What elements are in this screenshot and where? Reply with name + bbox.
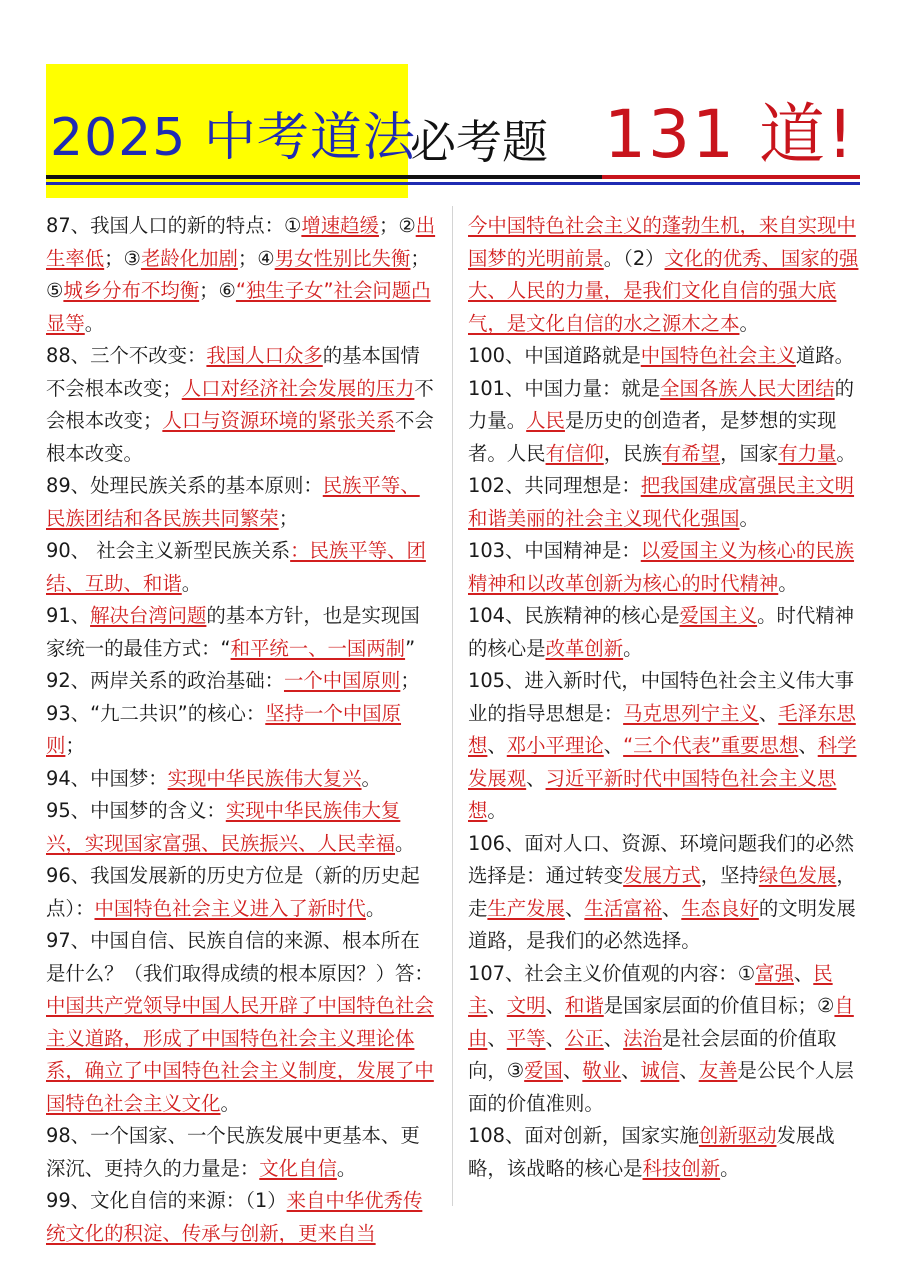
title-year-subject: 2025 中考道法 <box>50 108 416 168</box>
answer-highlight: 法治 <box>623 1026 662 1050</box>
question-text: ，坚持 <box>700 864 759 887</box>
answer-highlight: 把我国建成富强民主文明和谐美丽的社会主义现代化强国 <box>468 474 855 530</box>
answer-highlight: 文化自信 <box>259 1156 337 1180</box>
question-item <box>468 1120 864 1185</box>
answer-highlight: 文化的优秀、国家的强大、人民的力量，是我们文化自信的强大底气，是文化自信的水之源木之本 <box>468 246 859 335</box>
answer-highlight: 发展方式 <box>623 864 701 887</box>
answer-highlight: 科技创新 <box>642 1156 721 1180</box>
answer-highlight: 改革创新 <box>545 636 624 660</box>
question-item <box>468 535 864 600</box>
question-item <box>46 535 436 600</box>
left-column <box>46 210 436 1250</box>
question-text: ； <box>65 734 85 757</box>
answer-highlight: 自由 <box>468 994 854 1050</box>
question-item <box>468 600 864 665</box>
answer-highlight: 平等 <box>506 1026 546 1050</box>
question-text: 97、中国自信、民族自信的来源、根本所在是什么？（我们取得成绩的根本原因？）答： <box>46 929 434 985</box>
answer-highlight: 坚持一个中国原则 <box>46 701 402 757</box>
answer-highlight: 中国特色社会主义进入了新时代 <box>94 896 366 920</box>
question-text: 的文明发展道路，是我们的必然选择。 <box>468 896 856 952</box>
question-text: 96、我国发展新的历史方位是（新的历史起点）： <box>46 864 420 920</box>
question-text: 发展战略，该战略的核心是 <box>468 1124 835 1180</box>
question-text: ； <box>400 669 420 692</box>
question-text: 、 <box>603 734 624 757</box>
question-text: ；⑤ <box>46 246 430 302</box>
question-text: 的基本国情不会根本改变； <box>46 344 420 400</box>
question-text: ，民族 <box>603 441 662 465</box>
question-text: 道路。 <box>795 344 855 367</box>
answer-highlight: 民主 <box>468 961 833 1017</box>
answer-highlight: 人口对经济社会发展的压力 <box>181 376 415 400</box>
question-text: 的力量。 <box>468 376 855 432</box>
question-text: 、 <box>758 701 779 725</box>
question-text: ；② <box>378 214 416 237</box>
question-item <box>46 1120 436 1185</box>
answer-highlight: 诚信 <box>640 1059 680 1082</box>
question-text: 、 <box>487 1026 507 1050</box>
question-text: 、 <box>487 734 507 757</box>
answer-highlight: 科学发展观 <box>468 734 857 790</box>
answer-highlight: 人口与资源环境的紧张关系 <box>162 409 396 432</box>
question-text: 89、处理民族关系的基本原则： <box>46 474 323 497</box>
answer-highlight: 城乡分布不均衡 <box>63 279 200 302</box>
answer-highlight: 和平统一、一国两制 <box>230 636 406 660</box>
question-text: 107、社会主义价值观的内容：① <box>468 961 756 985</box>
question-text: 98、一个国家、一个民族发展中更基本、更深沉、更持久的力量是： <box>46 1124 420 1180</box>
question-text: 、 <box>603 1026 624 1050</box>
question-text: 106、面对人口、资源、环境问题我们的必然选择是：通过转变 <box>468 831 855 887</box>
title-must-test: 必考题 <box>410 115 548 169</box>
question-text: 。 <box>361 766 381 790</box>
answer-highlight: 男女性别比失衡 <box>274 246 411 270</box>
question-item <box>46 470 436 535</box>
question-text: 88、三个不改变： <box>46 344 207 367</box>
question-text: 、 <box>564 896 585 920</box>
answer-highlight: 文明 <box>506 994 546 1017</box>
answer-highlight: 今中国特色社会主义的蓬勃生机，来自实现中国梦的光明前景 <box>468 214 856 270</box>
answer-highlight: 解决台湾问题 <box>90 604 207 627</box>
question-text: 。 <box>336 1156 357 1180</box>
question-text: ，国家 <box>720 441 779 465</box>
question-text: ” <box>405 636 416 660</box>
question-text: 。 <box>836 441 856 465</box>
answer-highlight: 毛泽东思想 <box>468 701 856 757</box>
question-text: 100、中国道路就是 <box>468 344 641 367</box>
answer-highlight: 创新驱动 <box>698 1124 777 1147</box>
title-rule-blue <box>46 182 860 185</box>
question-text: 。 <box>395 831 415 855</box>
question-text: 94、中国梦： <box>46 766 168 790</box>
question-text: 不会根本改变。 <box>46 409 434 465</box>
question-text: 。（2） <box>603 246 665 270</box>
question-text: 。 <box>365 896 386 920</box>
question-text: 105、进入新时代，中国特色社会主义伟大事业的指导思想是： <box>468 669 855 725</box>
answer-highlight: 富强 <box>755 961 794 985</box>
answer-highlight: 习近平新时代中国特色社会主义思想 <box>468 766 837 822</box>
question-item <box>468 958 864 1121</box>
question-text: 91、 <box>46 604 91 627</box>
question-text: 。 <box>623 636 643 660</box>
question-item <box>46 210 436 340</box>
answer-highlight: 生态良好 <box>681 896 759 920</box>
question-text: 、 <box>545 1026 565 1050</box>
question-text: 。 <box>220 1091 240 1115</box>
answer-highlight: 中国特色社会主义 <box>640 344 796 367</box>
answer-highlight: “三个代表”重要思想 <box>623 734 799 757</box>
answer-highlight: 民族平等、民族团结和各民族共同繁荣 <box>46 474 420 530</box>
question-text: 93、“九二共识”的核心： <box>46 701 266 725</box>
answer-highlight: 老龄化加剧 <box>140 246 238 270</box>
answer-highlight: 一个中国原则 <box>283 669 401 692</box>
answer-highlight: 敬业 <box>582 1059 622 1082</box>
question-text: 95、中国梦的含义： <box>46 799 226 822</box>
question-text: 的基本方针，也是实现国家统一的最佳方式：“ <box>46 604 420 660</box>
question-text: 。 <box>181 571 202 595</box>
question-text: 是历史的创造者，是梦想的实现者。人民 <box>468 409 837 465</box>
answer-highlight: 实现中华民族伟大复兴，实现国家富强、民族振兴、人民幸福 <box>46 799 401 855</box>
question-item <box>468 828 864 958</box>
question-text: 不会根本改变； <box>46 376 434 432</box>
question-text: 。时代精神的核心是 <box>468 604 855 660</box>
answer-highlight: 马克思列宁主义 <box>623 701 759 725</box>
answer-highlight: 爱国 <box>524 1059 563 1082</box>
question-item <box>46 1185 436 1250</box>
answer-highlight: “独生子女”社会问题凸显等 <box>46 279 431 335</box>
question-text: 87、我国人口的新的特点： <box>46 214 284 237</box>
answer-highlight: 以爱国主义为核心的民族精神和以改革创新为核心的时代精神 <box>468 539 855 595</box>
question-text: 。 <box>720 1156 740 1180</box>
answer-highlight: 中国共产党领导中国人民开辟了中国特色社会主义道路，形成了中国特色社会主义理论体系，确立了中国特色社会主义制度，发展了中国特色社会主义文化 <box>46 994 434 1115</box>
answer-highlight: 来自中华优秀传统文化的积淀、传承与创新，更来自当 <box>46 1189 423 1245</box>
question-text: 、 <box>679 1059 699 1082</box>
answer-highlight: 绿色发展 <box>758 864 837 887</box>
question-text: 。 <box>84 311 105 335</box>
question-text: 、 <box>487 994 507 1017</box>
answer-highlight: 友善 <box>698 1059 738 1082</box>
question-text: 104、民族精神的核心是 <box>468 604 680 627</box>
answer-highlight: ：民族平等、团结、互助、和谐 <box>46 539 426 595</box>
answer-highlight: 爱国主义 <box>679 604 758 627</box>
answer-highlight: 有力量 <box>778 441 837 465</box>
question-text: ，走 <box>468 864 856 920</box>
question-item <box>468 470 864 535</box>
question-text: 103、中国精神是： <box>468 539 641 562</box>
question-text: 101、中国力量：就是 <box>468 376 661 400</box>
question-text: 是社会层面的价值取向，③ <box>468 1026 837 1082</box>
answer-highlight: 生产发展 <box>487 896 565 920</box>
question-text: 、 <box>798 734 818 757</box>
question-text: 、 <box>526 766 546 790</box>
answer-highlight: 增速趋缓 <box>301 214 379 237</box>
question-item <box>46 340 436 470</box>
right-column <box>468 210 864 1185</box>
answer-highlight: 实现中华民族伟大复兴 <box>167 766 362 790</box>
question-text: ；⑥ <box>199 279 236 302</box>
question-item <box>468 210 864 340</box>
answer-highlight: 人民 <box>526 409 565 432</box>
question-item <box>46 600 436 665</box>
answer-highlight: 有希望 <box>661 441 721 465</box>
title-count: 131 道! <box>604 96 856 173</box>
answer-highlight: 全国各族人民大团结 <box>660 376 835 400</box>
question-item <box>46 763 436 796</box>
question-item <box>468 665 864 828</box>
question-text: 。 <box>739 311 759 335</box>
question-text: ； <box>278 506 299 530</box>
question-text: 99、文化自信的来源：（1） <box>46 1189 287 1212</box>
question-item <box>46 795 436 860</box>
answer-highlight: 邓小平理论 <box>506 734 604 757</box>
question-item <box>46 925 436 1120</box>
title-rule-red <box>602 175 860 179</box>
question-text: ① <box>283 214 302 237</box>
answer-highlight: 我国人口众多 <box>206 344 323 367</box>
question-text: 、 <box>793 961 814 985</box>
answer-highlight: 出生率低 <box>46 214 436 270</box>
question-text: 。 <box>778 571 798 595</box>
title-banner <box>0 0 905 200</box>
question-text: 102、共同理想是： <box>468 474 641 497</box>
question-text: 90、 社会主义新型民族关系 <box>46 539 291 562</box>
question-text: 、 <box>545 994 565 1017</box>
question-item <box>46 860 436 925</box>
title-rule-black <box>46 175 602 179</box>
question-item <box>468 340 864 373</box>
question-text: 是公民个人层面的价值准则。 <box>468 1059 854 1115</box>
question-text: 108、面对创新，国家实施 <box>468 1124 699 1147</box>
question-text: 、 <box>661 896 682 920</box>
question-text: 是国家层面的价值目标；② <box>603 994 835 1017</box>
question-text: 。 <box>487 799 507 822</box>
question-text: 、 <box>621 1059 641 1082</box>
question-item <box>468 373 864 471</box>
question-item <box>46 698 436 763</box>
answer-highlight: 和谐 <box>564 994 604 1017</box>
question-text: 。 <box>739 506 759 530</box>
column-divider <box>452 206 453 1206</box>
question-item <box>46 665 436 698</box>
question-text: 92、两岸关系的政治基础： <box>46 669 284 692</box>
question-text: ；③ <box>104 246 141 270</box>
question-text: ；④ <box>237 246 275 270</box>
answer-highlight: 生活富裕 <box>584 896 662 920</box>
answer-highlight: 公正 <box>564 1026 604 1050</box>
question-text: 、 <box>562 1059 583 1082</box>
answer-highlight: 有信仰 <box>545 441 604 465</box>
